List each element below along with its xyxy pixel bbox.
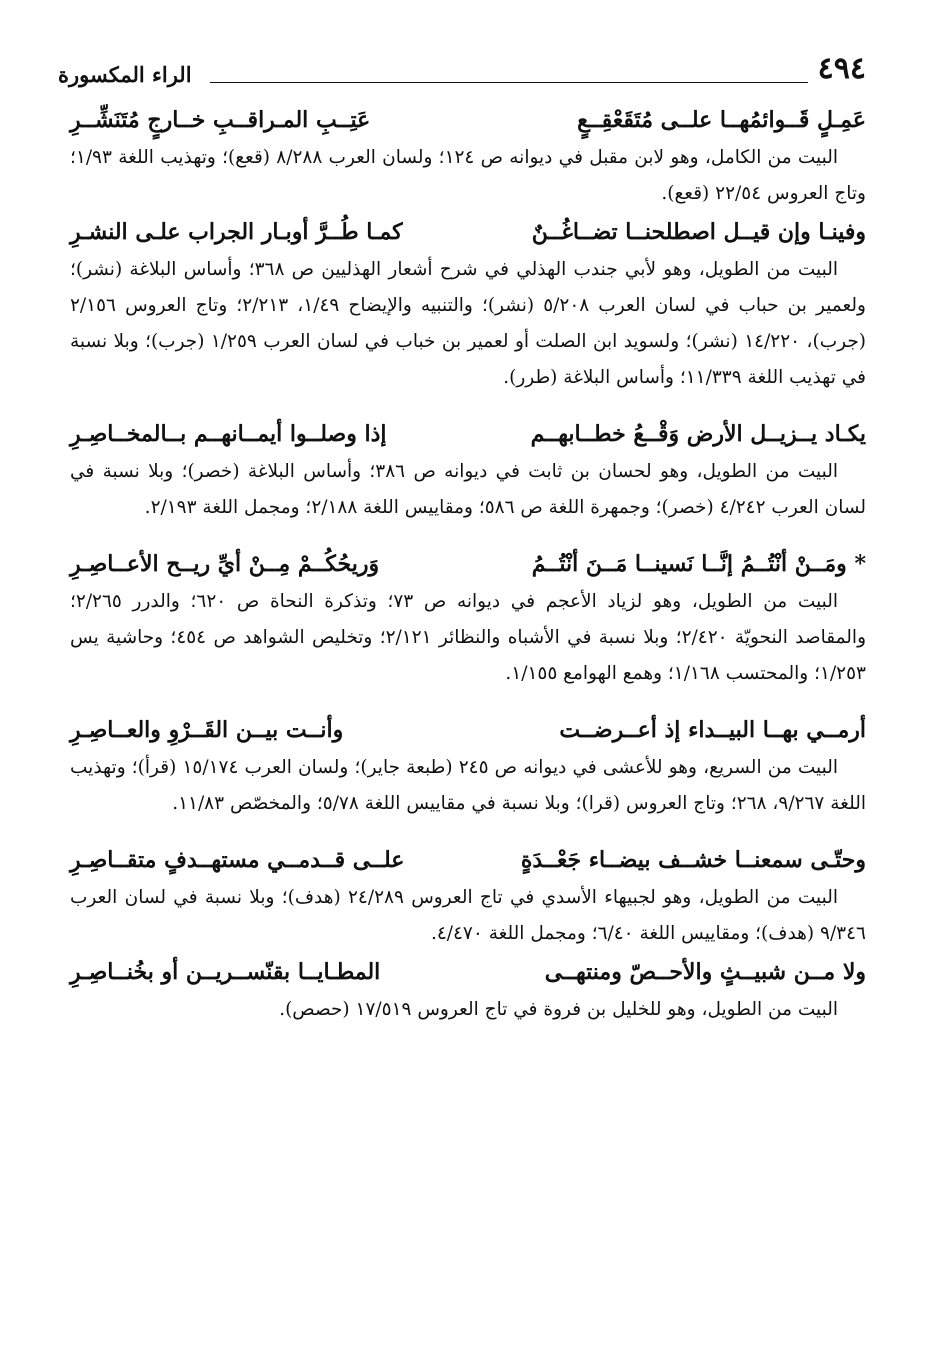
second-hemistich: علــى قــدمــي مستهــدفٍ متقــاصِـرِ (70, 847, 405, 873)
verse-commentary: البيت من الطويل، وهو لجبيهاء الأسدي في تاج العروس ٢٤/٢٨٩ (هدف)؛ وبلا نسبة في لسان العرب ٩/٣٤٦ (هدف)؛ ومقاييس اللغة ٦/٤٠؛ ومجمل اللغة ٤/٤٧٠. (70, 887, 866, 944)
second-hemistich: إذا وصلــوا أيمــانهــم بــالمخــاصِـرِ (70, 421, 387, 447)
first-hemistich-text: ومَــنْ أنْتُــمُ إنَّــا نَسينــا مَــنَ أنْتُــمُ (531, 551, 847, 577)
second-hemistich: المطـايــا بقنّســريــن أو بخُنــاصِـرِ (70, 959, 381, 985)
header-rule (210, 82, 808, 83)
first-hemistich (532, 544, 866, 584)
verse-line (70, 414, 866, 454)
second-hemistich: عَتِــبِ المـراقــبِ خــارجٍ مُتَنَشِّــرِ (70, 107, 371, 133)
verse-line (70, 952, 866, 992)
verse-entry (70, 414, 866, 526)
page-number: ٤٩٤ (817, 51, 866, 86)
verse-commentary: البيت من الكامل، وهو لابن مقبل في ديوانه ص ١٢٤؛ ولسان العرب ٨/٢٨٨ (قعع)؛ وتهذيب اللغة ١/٩٣؛ وتاج العروس ٢٢/٥٤ (قعع). (70, 147, 866, 204)
verse-commentary: البيت من الطويل، وهو للخليل بن فروة في تاج العروس ١٧/٥١٩ (حصص). (279, 999, 838, 1020)
verse-line (70, 544, 866, 584)
star-marker: * (854, 551, 866, 577)
verse-line (70, 840, 866, 880)
verse-commentary: البيت من الطويل، وهو لزياد الأعجم في ديوانه ص ٧٣؛ وتذكرة النحاة ص ٦٢٠؛ والدرر ٢/٢٦٥؛ والمقاصد النحويّة ٢/٤٢٠؛ وبلا نسبة في الأشباه والنظائر ٢/١٢١؛ وتخليص الشواهد ص ٤٥٤؛ وحاشية يس ١/٢٥٣؛ والمحتسب ١/١٦٨؛ وهمع الهوامع ١/١٥٥. (70, 591, 867, 684)
verse-commentary: البيت من الطويل، وهو لحسان بن ثابت في ديوانه ص ٣٨٦؛ وأساس البلاغة (خصر)؛ وبلا نسبة في لسان العرب ٤/٢٤٢ (خصر)؛ وجمهرة اللغة ص ٥٨٦؛ ومقاييس اللغة ٢/١٨٨؛ ومجمل اللغة ٢/١٩٣. (70, 461, 866, 518)
first-hemistich: أرمــي بهــا البيــداء إذ أعــرضــت (559, 717, 866, 743)
first-hemistich: وفينـا وإن قيــل اصطلحنــا تضــاغُــنٌ (531, 219, 866, 245)
entry-spacer (70, 692, 866, 710)
second-hemistich: كمـا طُــرَّ أوبـار الجراب علـى النشـرِ (70, 219, 403, 245)
verse-line (70, 100, 866, 140)
second-hemistich: وَريحُكُــمْ مِــنْ أيِّ ريــح الأعــاصِـرِ (70, 551, 380, 577)
running-title: الراء المكسورة (58, 62, 192, 87)
verse-entry (70, 952, 866, 1028)
verse-line (70, 710, 866, 750)
first-hemistich: وحتّـى سمعنــا خشــف بيضــاء جَعْــدَةٍ (520, 847, 866, 873)
second-hemistich: وأنــت بيــن القَــرْوِ والعــاصِـرِ (70, 717, 344, 743)
verse-line (70, 212, 866, 252)
verse-entry (70, 710, 866, 822)
entry-spacer (70, 526, 866, 544)
verse-commentary: البيت من السريع، وهو للأعشى في ديوانه ص ٢٤٥ (طبعة جاير)؛ ولسان العرب ١٥/١٧٤ (قرأ)؛ وتهذيب اللغة ٩/٢٦٧، ٢٦٨؛ وتاج العروس (قرا)؛ وبلا نسبة في مقاييس اللغة ٥/٧٨؛ والمخصّص ١١/٨٣. (70, 757, 866, 814)
first-hemistich: عَمِـلٍ قَــوائمُهــا علــى مُتَقَعْقِــعٍ (577, 107, 866, 133)
verse-entry (70, 840, 866, 952)
verse-entry (70, 100, 866, 212)
verse-commentary: البيت من الطويل، وهو لأبي جندب الهذلي في شرح أشعار الهذليين ص ٣٦٨؛ وأساس البلاغة (نشر)؛ ولعمير بن حباب في لسان العرب ٥/٢٠٨ (نشر)؛ والتنبيه والإيضاح ١/٤٩، ٢/٢١٣؛ وتاج العروس ٢/١٥٦ (جرب)، ١٤/٢٢٠ (نشر)؛ ولسويد ابن الصلت أو لعمير بن خباب في لسان العرب ١/٢٥٩ (جرب)؛ وبلا نسبة في تهذيب اللغة ١١/٣٣٩؛ وأساس البلاغة (طرر). (70, 259, 866, 388)
page-header (58, 50, 866, 90)
page-content (70, 100, 866, 1028)
first-hemistich: ولا مــن شبيــثٍ والأحــصّ ومنتهــى (544, 959, 866, 985)
verse-entry (70, 212, 866, 396)
entry-spacer (70, 396, 866, 414)
verse-entry (70, 544, 866, 692)
first-hemistich: يكـاد يــزيــل الأرض وَقْــعُ خطــابهــم (530, 421, 866, 447)
entry-spacer (70, 822, 866, 840)
